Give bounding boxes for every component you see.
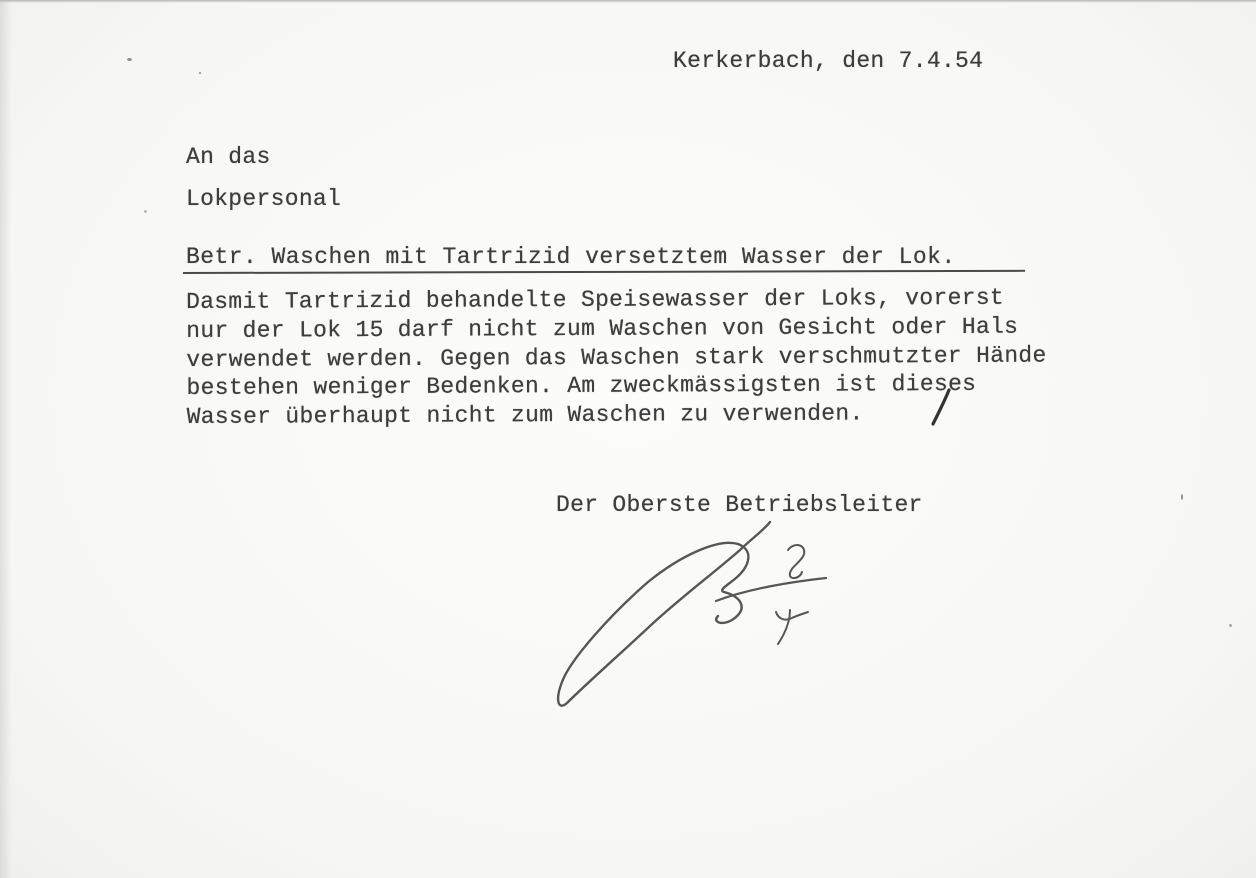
closing-title: Der Oberste Betriebsleiter [556,492,923,518]
body-line: Dasmit Tartrizid behandelte Speisewasser der Loks, vorerst [186,284,1005,315]
body-line: bestehen weniger Bedenken. Am zweckmässigsten ist dieses [186,371,977,402]
body-line: verwendet werden. Gegen das Waschen stark verschmutzter Hände [186,342,1047,373]
paper-top-edge [0,0,1256,3]
subject-line: Betr. Waschen mit Tartrizid versetztem Wasser der Lok. [186,244,956,270]
paper-speck [1181,494,1183,500]
subject-underline [183,270,1025,274]
paper-speck [127,58,132,61]
recipient-line: An das [186,144,271,170]
paper-speck [1229,624,1232,627]
body-line: Wasser überhaupt nicht zum Waschen zu verwenden. [186,400,864,431]
handwritten-signature [540,520,840,720]
paper-left-shadow [0,0,12,878]
recipient-line: Lokpersonal [186,186,342,212]
body-paragraph [186,283,1047,431]
place-date-line: Kerkerbach, den 7.4.54 [673,48,984,74]
paper-speck [199,72,201,74]
body-line: nur der Lok 15 darf nicht zum Waschen von Gesicht oder Hals [186,313,1019,344]
handwritten-slash-mark [925,386,955,430]
paper-speck [144,210,147,213]
